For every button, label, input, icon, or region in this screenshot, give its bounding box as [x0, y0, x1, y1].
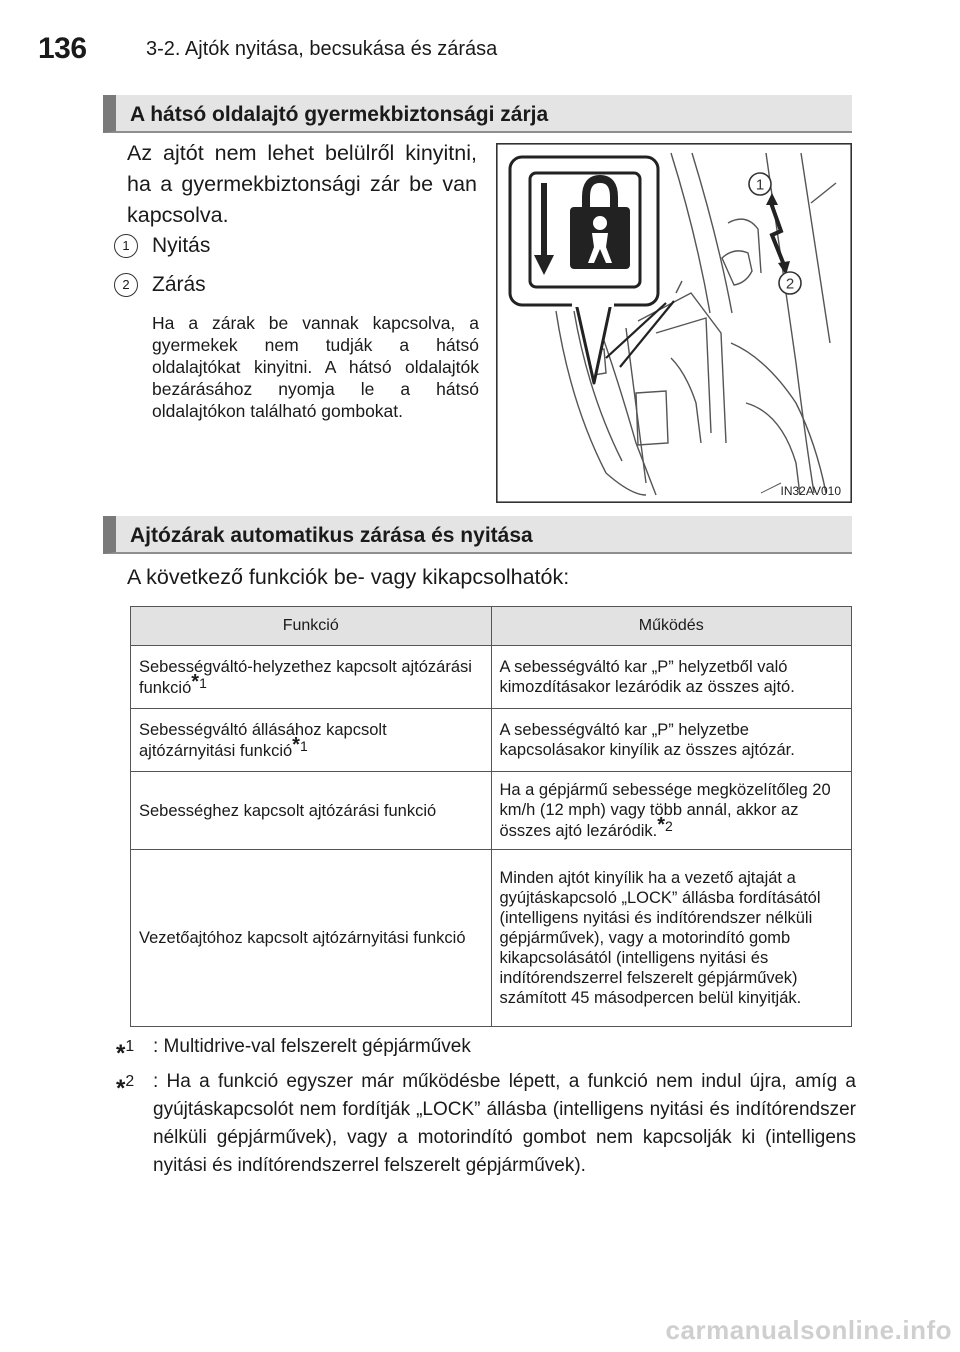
column-header-function: Funkció: [131, 607, 492, 646]
section-title-child-lock: [103, 95, 852, 133]
child-lock-intro: Az ajtót nem lehet belülről kinyitni, ha a gyermekbiztonsági zár be van kapcsolva.: [127, 141, 477, 227]
table-header-row: [131, 607, 852, 646]
svg-text:1: 1: [755, 176, 765, 194]
table-row: [131, 709, 852, 772]
operation-cell: A sebességváltó kar „P” helyzetből való kimozdításakor lezáródik az összes ajtó.: [491, 646, 852, 709]
step-number: 1: [114, 234, 138, 258]
section-title-text: Ajtózárak automatikus zárása és nyitása: [130, 524, 533, 547]
watermark: carmanualsonline.info: [665, 1315, 952, 1345]
footnote-marker: *$^1$: [116, 1038, 135, 1068]
function-cell: Sebességhez kapcsolt ajtózárási funkció: [131, 772, 492, 850]
function-cell: Sebességváltó-helyzethez kapcsolt ajtózárási funkció$^{*1}$: [131, 646, 492, 709]
child-lock-icon: [530, 173, 640, 287]
functions-intro: A következő funkciók be- vagy kikapcsolhatók:: [127, 565, 570, 589]
chapter-title: 3-2. Ajtók nyitása, becsukása és zárása: [146, 38, 498, 60]
function-cell: Sebességváltó állásához kapcsolt ajtózárnyitási funkció$^{*1}$: [131, 709, 492, 772]
section-title-text: A hátsó oldalajtó gyermekbiztonsági zárja: [130, 103, 549, 126]
svg-text:2: 2: [785, 275, 795, 293]
operation-cell: Ha a gépjármű sebessége megközelítőleg 20 km/h (12 mph) vagy több annál, akkor az összes ajtó lezáródik.$^{*2}$: [491, 772, 852, 850]
page-number: 136: [38, 32, 87, 65]
functions-table: [130, 606, 852, 1027]
operation-cell: A sebességváltó kar „P” helyzetbe kapcsolásakor kinyílik az összes ajtózár.: [491, 709, 852, 772]
child-lock-note: Ha a zárak be vannak kapcsolva, a gyermekek nem tudják a hátsó oldalajtókat kinyitni. A hátsó oldalajtók bezárásához nyomja le a hátsó oldalajtókon található gombokat.: [152, 313, 479, 421]
footnote-text: : Ha a funkció egyszer már működésbe lépett, a funkció nem indul újra, amíg a gyújtáskapcsolót nem fordítják „LOCK” állásba (intelligens nyitási és indítórendszer nélküli gépjárművek), vagy a motorindító gombot nem kapcsolják ki (intelligens nyitási és indítórendszerrel felszerelt gépjárművek).: [153, 1071, 856, 1176]
function-cell: Vezetőajtóhoz kapcsolt ajtózárnyitási funkció: [131, 850, 492, 1027]
footnote-text: : Multidrive-val felszerelt gépjárművek: [153, 1036, 471, 1057]
footnote-2: [116, 1068, 856, 1180]
operation-cell: Minden ajtót kinyílik ha a vezető ajtaját a gyújtáskapcsoló „LOCK” állásba fordításától (intelligens nyitási és indítórendszer nélküli gépjárművek), vagy a motorindító gomb kikapcsolásától (intelligens nyitási és indítórendszerrel felszerelt gépjárművek) számított 45 másodpercen belül kinyitják.: [491, 850, 852, 1027]
child-lock-illustration: [496, 143, 852, 503]
callout-number-1: [749, 173, 771, 195]
step-open: [114, 234, 210, 258]
step-label: Zárás: [152, 273, 206, 296]
step-close: [114, 273, 206, 297]
step-label: Nyitás: [152, 234, 211, 257]
illustration-code: IN32AV010: [780, 484, 841, 498]
footnote-1: [116, 1033, 856, 1068]
footnote-marker: *$^2$: [116, 1073, 135, 1103]
section-title-auto-lock: [103, 516, 852, 554]
step-number: 2: [114, 273, 138, 297]
table-row: [131, 772, 852, 850]
column-header-operation: Működés: [491, 607, 852, 646]
table-row: [131, 646, 852, 709]
callout-number-2: [779, 272, 801, 294]
table-row: [131, 850, 852, 1027]
